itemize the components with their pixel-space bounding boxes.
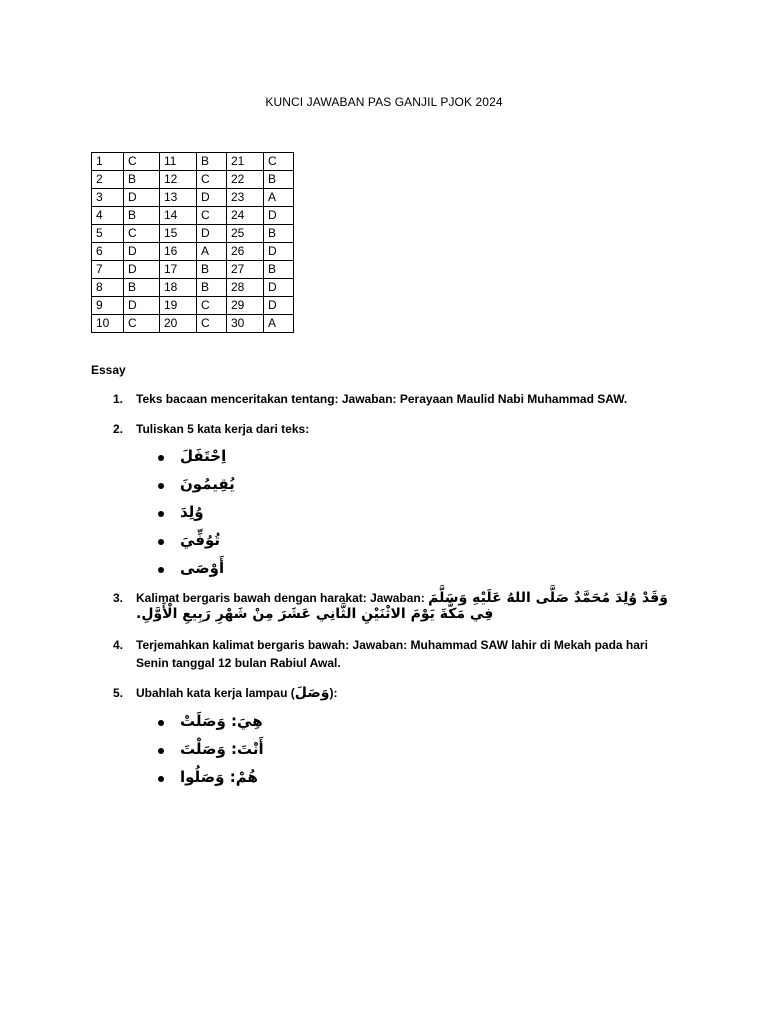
essay-heading: Essay [91, 363, 126, 377]
answer-row [92, 153, 294, 171]
question-number-cell: 22 [227, 171, 264, 189]
answer-letter-cell: D [124, 297, 160, 315]
answer-letter-cell: C [264, 153, 294, 171]
answer-letter-cell: B [124, 207, 160, 225]
question-number-cell: 14 [160, 207, 197, 225]
question-text-before: Ubahlah kata kerja lampau ( [136, 686, 295, 700]
question-number-cell: 12 [160, 171, 197, 189]
bullet-dot [158, 483, 164, 489]
question-number-cell: 1 [92, 153, 124, 171]
question-number: 4. [113, 638, 124, 652]
answer-letter-cell: C [197, 297, 227, 315]
question-number-cell: 30 [227, 315, 264, 333]
answer-letter-cell: C [124, 153, 160, 171]
answer-key-table [91, 152, 294, 333]
question-number-cell: 27 [227, 261, 264, 279]
answer-letter-cell: B [264, 261, 294, 279]
arabic-answer-line2: فِي مَكَّةَ يَوْمَ الاثْنَيْنِ الثَّانِي عَشَرَ مِنْ شَهْرِ رَبِيعِ الْأَوَّلِ. [136, 606, 494, 622]
answer-letter-cell: B [197, 279, 227, 297]
answer-row [92, 315, 294, 333]
answer-letter-cell: D [124, 243, 160, 261]
answer-letter-cell: B [264, 171, 294, 189]
answer-row [92, 225, 294, 243]
answer-letter-cell: B [124, 279, 160, 297]
answer-letter-cell: C [197, 207, 227, 225]
answer-row [92, 297, 294, 315]
question-text: Teks bacaan menceritakan tentang: Jawaban: Perayaan Maulid Nabi Muhammad SAW. [136, 392, 628, 406]
arabic-answer-line1: وَقَدْ وُلِدَ مُحَمَّدٌ صَلَّى اللهُ عَلَيْهِ وَسَلَّمَ [428, 590, 668, 606]
verb-item: وُلِدَ [180, 503, 204, 521]
answer-letter-cell: C [124, 225, 160, 243]
question-number: 5. [113, 686, 124, 700]
question-number-cell: 13 [160, 189, 197, 207]
answer-letter-cell: D [197, 225, 227, 243]
bullet-dot [158, 748, 164, 754]
question-number: 1. [113, 392, 124, 406]
bullet-dot [158, 455, 164, 461]
question-number-cell: 15 [160, 225, 197, 243]
answer-row [92, 261, 294, 279]
question-number-cell: 25 [227, 225, 264, 243]
bullet-dot [158, 567, 164, 573]
question-number-cell: 6 [92, 243, 124, 261]
question-text-after: ): [329, 686, 338, 700]
question-number-cell: 17 [160, 261, 197, 279]
bullet-dot [158, 511, 164, 517]
question-number-cell: 4 [92, 207, 124, 225]
answer-letter-cell: A [264, 189, 294, 207]
answer-letter-cell: D [124, 261, 160, 279]
answer-row [92, 171, 294, 189]
question-text: Tuliskan 5 kata kerja dari teks: [136, 422, 310, 436]
bullet-dot [158, 720, 164, 726]
page-title: KUNCI JAWABAN PAS GANJIL PJOK 2024 [265, 95, 503, 109]
question-text-wrap [136, 685, 676, 702]
question-number-cell: 7 [92, 261, 124, 279]
question-number-cell: 16 [160, 243, 197, 261]
answer-letter-cell: D [124, 189, 160, 207]
question-number-cell: 19 [160, 297, 197, 315]
verb-item: تُوُفِّيَ [180, 531, 221, 549]
question-number: 2. [113, 422, 124, 436]
answer-letter-cell: A [197, 243, 227, 261]
question-number-cell: 10 [92, 315, 124, 333]
answer-letter-cell: C [124, 315, 160, 333]
answer-letter-cell: B [197, 153, 227, 171]
answer-row [92, 207, 294, 225]
question-number-cell: 3 [92, 189, 124, 207]
conjugation-item: هُمْ: وَصَلُوا [180, 768, 258, 786]
question-number-cell: 26 [227, 243, 264, 261]
question-number-cell: 8 [92, 279, 124, 297]
question-number-cell: 23 [227, 189, 264, 207]
question-text-line2: Senin tanggal 12 bulan Rabiul Awal. [136, 656, 341, 670]
answer-letter-cell: D [264, 243, 294, 261]
question-number-cell: 11 [160, 153, 197, 171]
question-number-cell: 2 [92, 171, 124, 189]
answer-letter-cell: B [264, 225, 294, 243]
answer-letter-cell: C [197, 171, 227, 189]
question-number-cell: 20 [160, 315, 197, 333]
question-text-wrap [136, 590, 696, 607]
answer-row [92, 243, 294, 261]
question-text-line1: Terjemahkan kalimat bergaris bawah: Jawaban: Muhammad SAW lahir di Mekah pada hari [136, 638, 648, 652]
answer-letter-cell: D [264, 297, 294, 315]
answer-letter-cell: B [124, 171, 160, 189]
verb-item: يُقِيمُونَ [180, 475, 235, 493]
answer-letter-cell: B [197, 261, 227, 279]
question-number-cell: 29 [227, 297, 264, 315]
answer-letter-cell: A [264, 315, 294, 333]
conjugation-item: أَنْتَ: وَصَلْتَ [180, 740, 264, 758]
answer-letter-cell: D [197, 189, 227, 207]
question-number-cell: 21 [227, 153, 264, 171]
question-number-cell: 9 [92, 297, 124, 315]
conjugation-item: هِيَ: وَصَلَتْ [180, 712, 263, 730]
answer-letter-cell: D [264, 279, 294, 297]
verb-item: اِحْتَفَلَ [180, 447, 227, 465]
question-number-cell: 24 [227, 207, 264, 225]
question-number-cell: 28 [227, 279, 264, 297]
bullet-dot [158, 539, 164, 545]
answer-key-body [92, 153, 294, 333]
question-verb: وَصَلَ [294, 685, 330, 701]
question-number-cell: 5 [92, 225, 124, 243]
answer-row [92, 279, 294, 297]
question-number-cell: 18 [160, 279, 197, 297]
bullet-dot [158, 776, 164, 782]
verb-item: أَوْصَى [180, 559, 225, 577]
answer-row [92, 189, 294, 207]
answer-letter-cell: C [197, 315, 227, 333]
question-text: Kalimat bergaris bawah dengan harakat: Jawaban: [136, 591, 425, 605]
question-number: 3. [113, 591, 124, 605]
answer-letter-cell: D [264, 207, 294, 225]
